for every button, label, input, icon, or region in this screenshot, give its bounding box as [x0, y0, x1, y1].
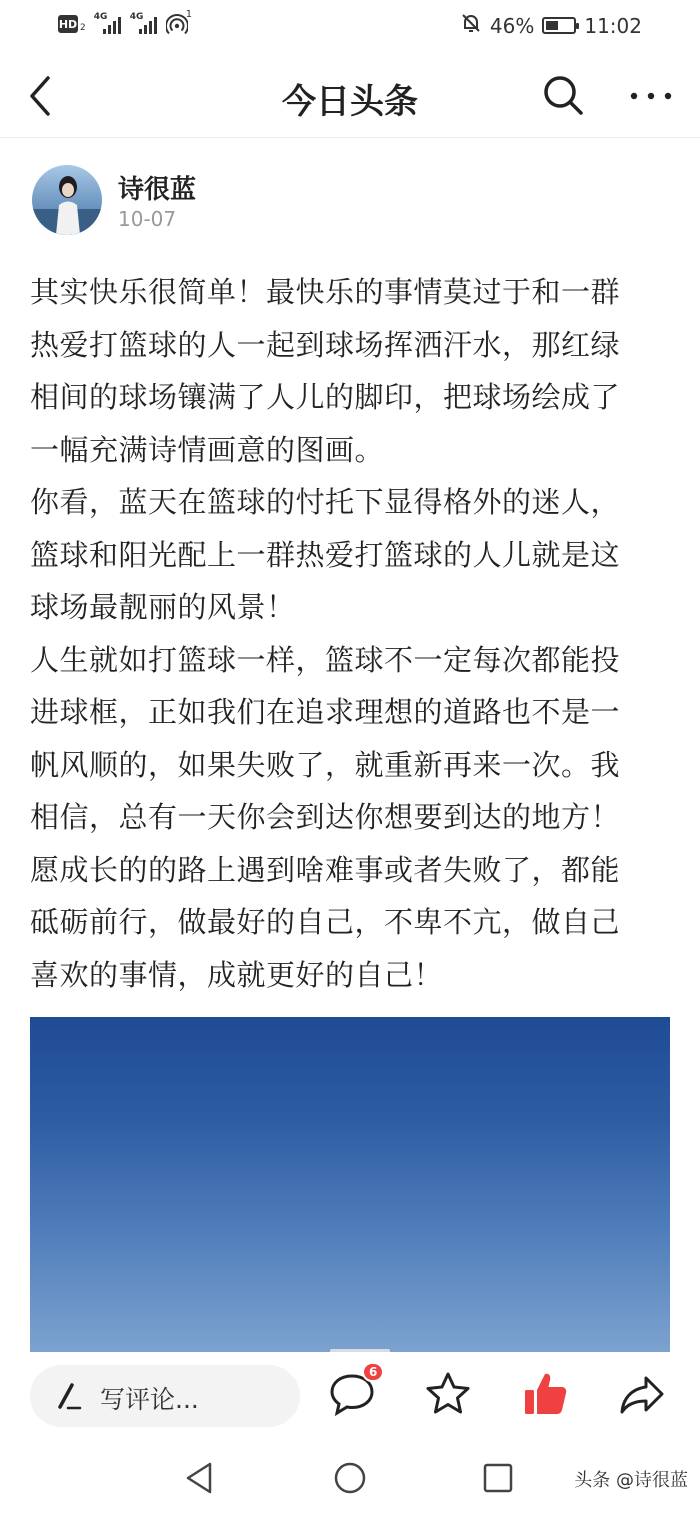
article-line: 篮球和阳光配上一群热爱打篮球的人儿就是这 — [30, 537, 621, 572]
battery-percent: 46% — [489, 13, 535, 38]
battery-level — [546, 21, 558, 30]
net-label-2: 4G — [129, 12, 144, 22]
search-icon — [540, 72, 586, 118]
pen-icon — [54, 1381, 84, 1411]
clock-time: 11:02 — [584, 13, 642, 38]
share-button[interactable] — [616, 1368, 668, 1420]
article-line: 愿成长的的路上遇到啥难事或者失败了，都能 — [30, 852, 621, 887]
hd-icon: HD — [58, 15, 78, 33]
mute-bell-icon — [460, 12, 482, 39]
signal-icon — [94, 12, 122, 36]
article-photo[interactable] — [30, 1017, 670, 1357]
like-button[interactable] — [520, 1368, 572, 1420]
status-left — [58, 9, 193, 36]
favorite-button[interactable] — [422, 1368, 474, 1420]
top-navbar — [0, 52, 700, 138]
hotspot-icon — [166, 9, 193, 35]
comment-input[interactable] — [30, 1365, 300, 1427]
system-home-button[interactable] — [330, 1458, 370, 1498]
author-name[interactable]: 诗很蓝 — [118, 175, 197, 205]
system-back-button[interactable] — [180, 1458, 220, 1498]
status-bar — [0, 0, 700, 52]
more-dots-icon — [624, 74, 678, 118]
comment-count-badge: 6 — [362, 1362, 384, 1382]
battery-icon — [542, 17, 576, 34]
bottom-action-bar — [0, 1352, 700, 1444]
article-body — [30, 266, 674, 1001]
net-label-1: 4G — [93, 12, 108, 22]
article-line: 帆风顺的，如果失败了，就重新再来一次。我 — [30, 747, 621, 782]
comment-button[interactable] — [326, 1365, 378, 1420]
share-icon — [616, 1368, 668, 1420]
star-icon — [422, 1368, 474, 1420]
article-line: 砥砺前行，做最好的自己，不卑不亢，做自己 — [30, 905, 621, 939]
article-line: 进球框，正如我们在追求理想的道路也不是一 — [30, 695, 621, 729]
article-line: 你看，蓝天在篮球的忖托下显得格外的迷人， — [30, 485, 621, 519]
article-line: 其实快乐很简单！最快乐的事情莫过于和一群 — [30, 275, 621, 309]
article-line: 相信，总有一天你会到达你想要到达的地方！ — [30, 800, 621, 834]
author-header — [32, 165, 672, 237]
avatar-photo-icon — [32, 165, 102, 235]
triangle-back-icon — [180, 1458, 220, 1498]
article-line: 球场最靓丽的风景！ — [30, 590, 296, 624]
signal-icon-2 — [130, 12, 158, 36]
status-right — [460, 12, 642, 39]
system-nav-bar — [0, 1444, 700, 1516]
more-button[interactable] — [624, 74, 678, 118]
hotspot-count: 1 — [185, 9, 193, 20]
system-recent-button[interactable] — [478, 1458, 518, 1498]
article-line: 喜欢的事情，成就更好的自己！ — [30, 957, 444, 992]
watermark: 头条 @诗很蓝 — [574, 1470, 688, 1491]
article-line: 相间的球场镶满了人儿的脚印，把球场绘成了 — [30, 380, 621, 414]
thumbs-up-icon — [520, 1368, 572, 1420]
post-date: 10-07 — [118, 207, 177, 231]
article-line: 热爱打篮球的人一起到球场挥洒汗水，那红绿 — [30, 327, 621, 362]
search-button[interactable] — [540, 72, 586, 118]
comment-placeholder: 写评论... — [100, 1385, 199, 1414]
hd-sub-label: 2 — [80, 23, 86, 33]
article-line: 一幅充满诗情画意的图画。 — [30, 432, 385, 467]
avatar[interactable] — [32, 165, 102, 235]
article-line: 人生就如打篮球一样，篮球不一定每次都能投 — [30, 642, 621, 677]
page-title: 今日头条 — [282, 82, 418, 122]
square-recent-icon — [478, 1458, 518, 1498]
circle-home-icon — [330, 1458, 370, 1498]
